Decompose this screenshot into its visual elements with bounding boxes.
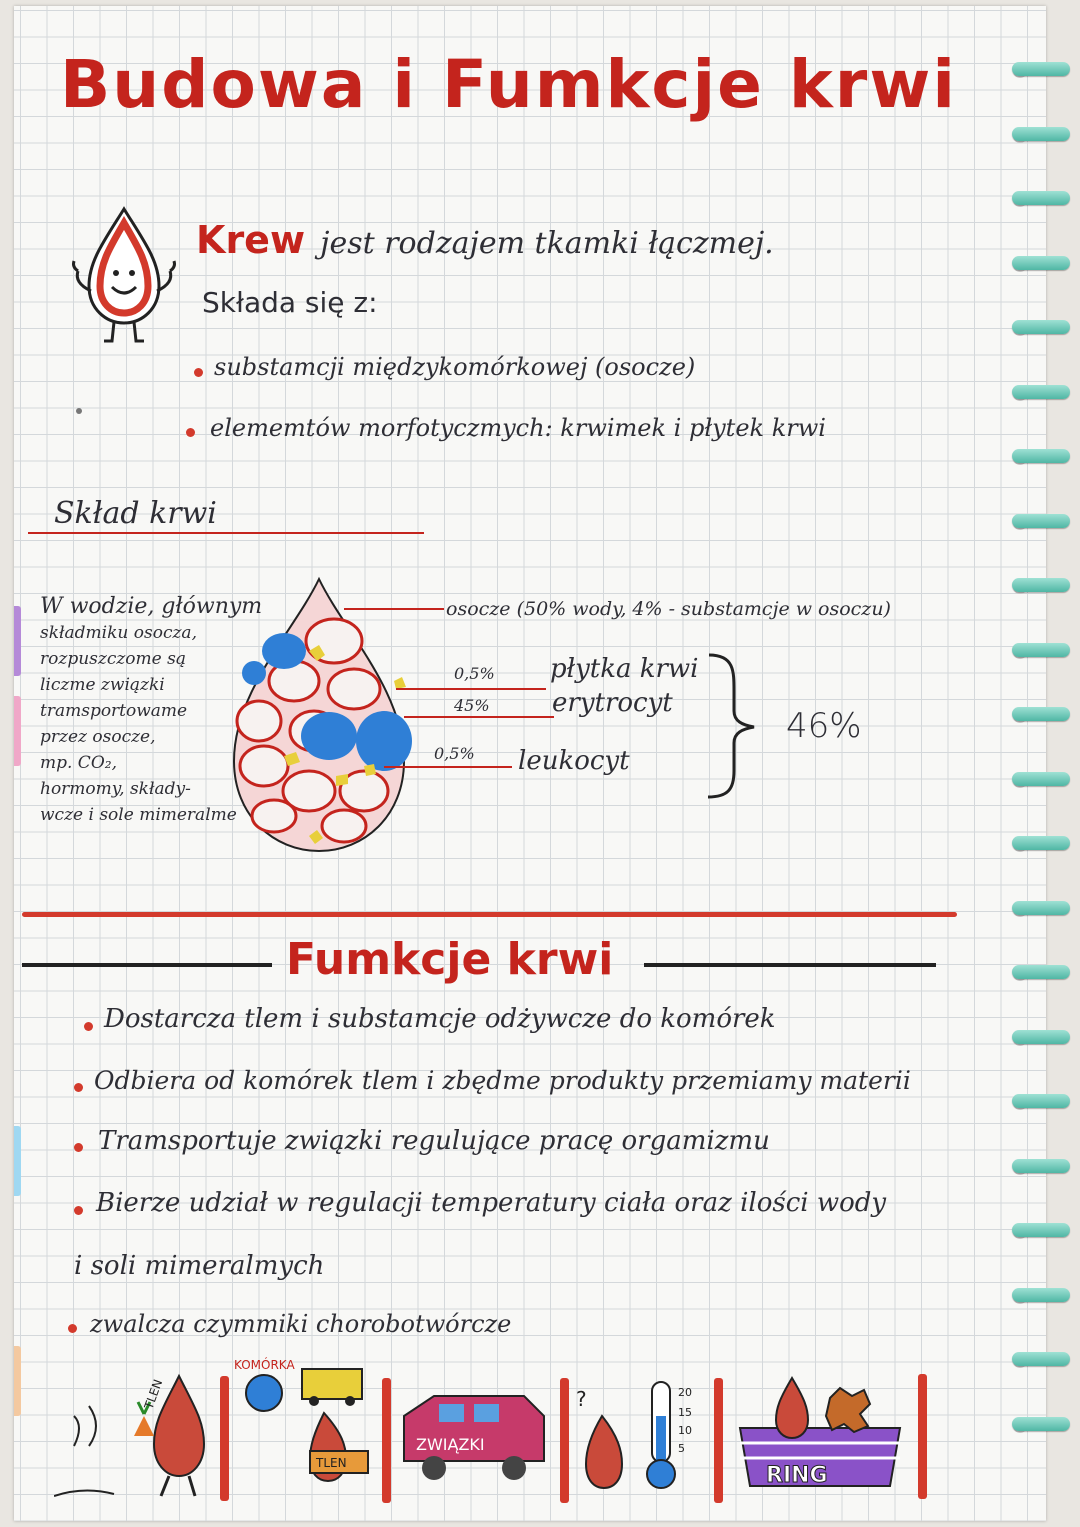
spiral-ring: [1012, 62, 1070, 76]
group-total: 46%: [786, 706, 862, 746]
bullet-dot: [74, 1083, 83, 1092]
bullet-dot: [68, 1324, 77, 1333]
doodle-separator: [560, 1378, 569, 1503]
doodle-separator: [220, 1376, 229, 1501]
spiral-ring: [1012, 772, 1070, 786]
spiral-ring: [1012, 1417, 1070, 1431]
spiral-ring: [1012, 578, 1070, 592]
thermo-tick: 10: [678, 1424, 692, 1437]
keyword-krew: Krew: [196, 218, 306, 262]
orange-tab: [14, 1346, 21, 1416]
percent-leukocyte: 0,5%: [434, 744, 475, 763]
consists-of-label: Składa się z:: [202, 286, 378, 319]
doodle-separator: [918, 1374, 927, 1499]
spiral-ring: [1012, 1159, 1070, 1173]
label-erythrocyte: erytrocyt: [552, 688, 673, 718]
composition-heading: Skład krwi: [54, 496, 217, 531]
side-note-line: rozpuszczome są: [40, 649, 186, 669]
page-tabs: [14, 566, 22, 1466]
function-item-4-continuation: i soli mimeralmych: [74, 1251, 325, 1281]
spiral-ring: [1012, 643, 1070, 657]
function-item-4: Bierze udział w regulacji temperatury ciała oraz ilości wody: [96, 1188, 887, 1218]
spiral-ring: [1012, 320, 1070, 334]
side-note-line: składmiku osocza,: [40, 623, 197, 643]
question-mark: ?: [576, 1387, 587, 1411]
spiral-ring: [1012, 1030, 1070, 1044]
side-note-line: wcze i sole mimeralme: [40, 805, 237, 825]
purple-tab: [14, 606, 21, 676]
blue-tab: [14, 1126, 21, 1196]
spiral-ring: [1012, 901, 1070, 915]
spiral-ring: [1012, 385, 1070, 399]
blood-drop-mascot-icon: [64, 201, 184, 351]
side-note-line: liczme związki: [40, 675, 165, 695]
spiral-ring: [1012, 707, 1070, 721]
pink-tab: [14, 696, 21, 766]
bullet-dot: [74, 1206, 83, 1215]
intro-item-2: elememtów morfotyczmych: krwimek i płytek krwi: [210, 414, 826, 442]
percent-erythrocyte: 45%: [454, 696, 490, 715]
spiral-ring: [1012, 1223, 1070, 1237]
function-item-1: Dostarcza tlem i substamcje odżywcze do komórek: [104, 1004, 776, 1034]
label-leukocyte: leukocyt: [518, 746, 630, 776]
thermometer-doodle: [572, 1376, 712, 1501]
page-title: Budowa i Fumkcje krwi: [60, 46, 957, 123]
zwiazki-label: ZWIĄZKI: [416, 1435, 485, 1454]
spiral-ring: [1012, 514, 1070, 528]
thermo-tick: 15: [678, 1406, 692, 1419]
percent-platelet: 0,5%: [454, 664, 495, 683]
bullet-dot: [186, 428, 195, 437]
side-note-line: tramsportowame: [40, 701, 188, 721]
side-note-line: W wodzie, głównym: [40, 594, 263, 619]
car-compounds-doodle: [394, 1376, 554, 1496]
ink-dot: [76, 408, 82, 414]
function-item-5: zwalcza czymmiki chorobotwórcze: [90, 1310, 512, 1338]
blood-drop-diagram: [214, 571, 424, 861]
bullet-dot: [84, 1022, 93, 1031]
tlen-label-2: TLEN: [316, 1456, 347, 1470]
function-item-2: Odbiera od komórek tlem i zbędme produkty przemiamy materii: [94, 1066, 911, 1095]
doodle-separator: [714, 1378, 723, 1503]
red-divider: [22, 912, 957, 917]
label-platelet: płytka krwi: [550, 654, 699, 684]
right-heading-rule: [644, 963, 936, 967]
left-heading-rule: [22, 963, 272, 967]
curly-brace-icon: [704, 651, 764, 801]
pointer-line: [404, 716, 554, 718]
intro-sentence-rest: jest rodzajem tkamki łączmej.: [320, 226, 774, 261]
spiral-ring: [1012, 1352, 1070, 1366]
notebook-page: [14, 6, 1046, 1521]
intro-sentence: [196, 218, 774, 262]
bullet-dot: [194, 368, 203, 377]
function-item-3: Tramsportuje związki regulujące pracę orgamizmu: [98, 1126, 770, 1156]
spiral-ring: [1012, 836, 1070, 850]
komorka-label: KOMÓRKA: [234, 1358, 295, 1372]
spiral-ring: [1012, 1094, 1070, 1108]
spiral-ring: [1012, 256, 1070, 270]
side-note-line: przez osocze,: [40, 727, 156, 747]
heading-underline: [28, 532, 424, 534]
label-plasma: osocze (50% wody, 4% - substamcje w osoczu): [446, 598, 891, 620]
pointer-line: [344, 608, 444, 610]
thermo-tick: 5: [678, 1442, 685, 1455]
doodle-separator: [382, 1378, 391, 1503]
spiral-ring: [1012, 1288, 1070, 1302]
side-note-line: hormomy, składy-: [40, 779, 191, 799]
side-note-line: mp. CO₂,: [40, 753, 117, 773]
cell-and-delivery-doodle: [232, 1351, 382, 1501]
tlen-label-1: TLEN: [141, 1377, 166, 1412]
pointer-line: [384, 766, 512, 768]
functions-heading: Fumkcje krwi: [286, 934, 614, 985]
thermo-tick: 20: [678, 1386, 692, 1399]
spiral-ring: [1012, 191, 1070, 205]
spiral-ring: [1012, 449, 1070, 463]
intro-item-1: substamcji międzykomórkowej (osocze): [214, 353, 696, 381]
ring-label: RING: [766, 1463, 828, 1488]
drop-carrying-oxygen-doodle: [54, 1366, 214, 1501]
boxing-ring-doodle: [730, 1368, 910, 1498]
pointer-line: [396, 688, 546, 690]
spiral-ring: [1012, 965, 1070, 979]
bullet-dot: [74, 1143, 83, 1152]
spiral-ring: [1012, 127, 1070, 141]
